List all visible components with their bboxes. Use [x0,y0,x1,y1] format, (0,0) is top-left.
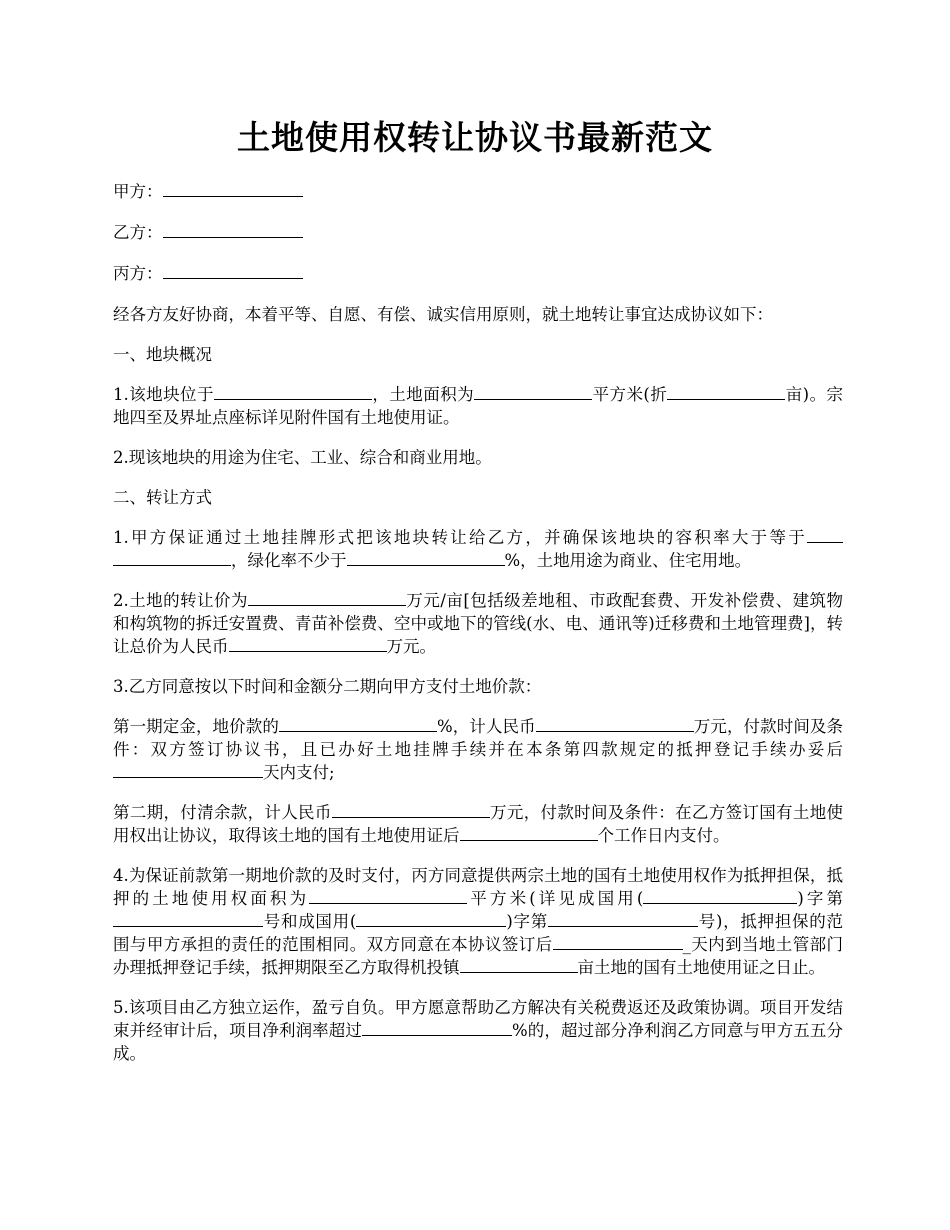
text-run: 亩)。宗地四至及界址点座标详见附件国有土地使用证。 [113,385,844,427]
text-run: ，土地面积为 [371,385,475,404]
section-2-paragraph-3: 3.乙方同意按以下时间和金额分二期向甲方支付土地价款： [113,677,542,696]
text-run: 号)，抵押担保的范围与甲方承担的责任的范围相同。双方同意在本协议签订后 [113,912,844,954]
text-run: %，土地用途为商业、住宅用地。 [504,551,752,570]
text-run: 1.该地块位于 [113,385,214,404]
cert-no-blank-1 [113,910,263,927]
text-run: 4.为保证前款第一期地价款的及时支付，丙方同意提供两宗土地的国有土地使用权作为抵押担保，抵押的土地使用权面积为 [113,866,843,908]
cert-year-blank-1 [643,887,761,904]
party-b-line [113,221,843,244]
location-blank [214,383,372,400]
section-1-paragraph-1 [113,383,843,429]
party-a-blank [163,180,303,197]
party-a-label: 甲方： [113,182,163,201]
document-title: 土地使用权转让协议书最新范文 [237,118,713,157]
party-c-line [113,262,843,285]
cert-year-blank-2 [356,910,506,927]
intro-paragraph: 经各方友好协商，本着平等、自愿、有偿、诚实信用原则，就土地转让事宜达成协议如下： [113,305,773,324]
text-run: )字第 [506,912,548,931]
section-2-paragraph-2 [113,589,843,658]
deposit-days-blank [113,761,263,778]
workdays-blank [460,824,598,841]
text-run: 万元，付款时间及条件：双方签订协议书，且已办好土地挂牌手续并在本条第四款规定的抵押登记手续办妥后 [113,717,844,759]
text-run: %，计人民币 [436,717,536,736]
text-run: 万元/亩[包括级差地租、市政配套费、开发补偿费、建筑物和构筑物的拆迁安置费、青苗补偿费、空中或地下的管线(水、电、通讯等)迁移费和土地管理费]，转让总价为人民币 [113,591,844,656]
text-run: )字第 [797,889,844,908]
document-body [113,180,843,1082]
deposit-amount-blank [536,715,694,732]
deposit-percent-blank [279,715,437,732]
section-2-paragraph-7 [113,996,843,1065]
text-run: 万元，付款时间及条件：在乙方签订国有土地使用权出让协议，取得该土地的国有土地使用证后 [113,803,844,845]
mortgage-area-blank [309,887,467,904]
plot-ratio-blank-2 [113,549,231,566]
mu-blank [667,383,785,400]
section-2-heading: 二、转让方式 [113,488,212,507]
text-run: 平方米(折 [592,385,668,404]
text-run: 号和成国用( [263,912,357,931]
party-c-label: 丙方： [113,264,163,283]
cert-no-blank-2 [548,910,698,927]
text-run: %的，超过部分净利润乙方同意与甲方五五分成。 [113,1021,843,1063]
text-run: 5.该项目由乙方独立运作，盈亏自负。甲方愿意帮助乙方解决有关税费返还及政策协调。项目开发结束并经审计后，项目净利润率超过 [113,998,843,1040]
section-2-paragraph-1 [113,526,843,572]
text-run: 2.土地的转让价为 [113,591,248,610]
text-run: 万元。 [386,637,436,656]
registration-days-blank [553,933,683,950]
party-c-blank [163,262,303,279]
text-run: 第二期，付清余款，计人民币 [113,803,332,822]
total-price-blank [229,635,387,652]
text-run: 平方米(详见成国用( [467,889,644,908]
party-b-blank [163,221,303,238]
section-2-paragraph-6 [113,864,843,979]
profit-rate-blank [362,1019,512,1036]
party-a-line [113,180,843,203]
text-run: 第一期定金，地价款的 [113,717,279,736]
area-blank [474,383,592,400]
price-per-mu-blank [248,589,406,606]
section-1-paragraph-2: 2.现该地块的用途为住宅、工业、综合和商业用地。 [113,448,492,467]
text-run: 个工作日内支付。 [597,826,730,845]
balance-amount-blank [332,801,490,818]
section-2-paragraph-4 [113,715,843,784]
cert-year-blank-1b [761,887,797,904]
section-1-heading: 一、地块概况 [113,345,212,364]
party-b-label: 乙方： [113,223,163,242]
town-mu-blank [460,956,578,973]
text-run: ，绿化率不少于 [231,551,347,570]
plot-ratio-blank-1 [807,526,843,543]
text-run: _天内到当地土管部门办理抵押登记手续，抵押期限至乙方取得机投镇 [113,935,844,977]
text-run: 亩土地的国有土地使用证之日止。 [577,958,825,977]
text-run: 天内支付; [263,763,335,782]
section-2-paragraph-5 [113,801,843,847]
text-run: 1.甲方保证通过土地挂牌形式把该地块转让给乙方，并确保该地块的容积率大于等于 [113,528,807,547]
green-rate-blank [347,549,505,566]
